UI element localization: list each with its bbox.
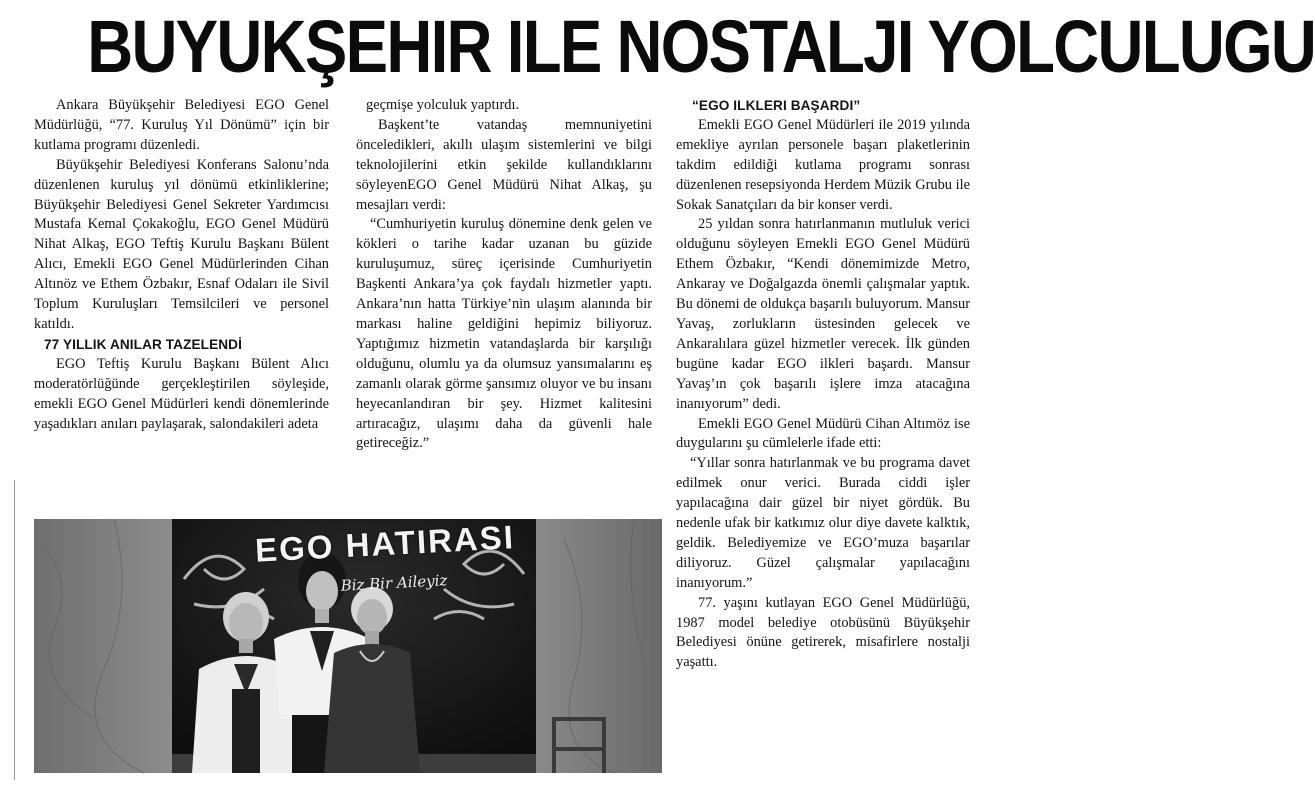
paragraph: geçmişe yolculuk yaptırdı. (366, 97, 520, 113)
event-photo (34, 519, 662, 773)
subheading: “EGO ILKLERI BAŞARDI” (692, 98, 861, 113)
subheading: 77 YILLIK ANILAR TAZELENDİ (44, 336, 242, 352)
page-edge-rule (14, 480, 15, 780)
headline: BUYUKŞEHIR ILE NOSTALJI YOLCULUGU (87, 5, 1315, 88)
paragraph: EGO Teftiş Kurulu Başkanı Bülent Alıcı moderatörlüğünde gerçekleştirilen söyleşide, emekli EGO Genel Müdürleri kendi dönemlerinde yaşadıkları anıları paylaşarak, salondakileri adeta (34, 355, 329, 432)
paragraph: Başkent’te vatandaş memnuniyetini önceledikleri, akıllı ulaşım sistemlerini ve bilgi teknolojilerini etkin şekilde kullandıklarını söyleyenEGO Genel Müdürü Nihat Alkaş, şu mesajları verdi: (356, 116, 652, 213)
banner-subtitle: Biz Bir Aileyiz (340, 571, 448, 595)
article-column-1 (34, 96, 329, 434)
article-column-2 (356, 96, 652, 454)
quote-paragraph: “Yıllar sonra hatırlanmak ve bu programa davet edilmek onur verici. Burada ciddi işler yapılacağına dair güzel bir niyet gördük. Bu nedenle ufak bir katkımız olur diye davete kalktık, geldik. Belediyemize ve EGO’muza başarılar diliyoruz. Güzel çalışmalar yapılacağını inanıyorum.” (676, 455, 970, 591)
banner-title: EGO HATIRASI (254, 518, 516, 569)
article-column-3 (676, 96, 970, 673)
paragraph: Büyükşehir Belediyesi Konferans Salonu’nda düzenlenen kuruluş yıl dönümü etkinliklerine; Büyükşehir Belediyesi Genel Sekreter Yardımcısı Mustafa Kemal Çokakoğlu, EGO Genel Müdürü Nihat Alkaş, EGO Teftiş Kurulu Başkanı Bülent Alıcı, Emekli EGO Genel Müdürlerinden Cihan Altınöz ve Ethem Özbakır, Esnaf Odaları ile Sivil Toplum Kuruluşları Temsilcileri ve personel katıldı. (34, 156, 329, 332)
paragraph: Emekli EGO Genel Müdürleri ile 2019 yılında emekliye ayrılan personele başarı plaketlerinin takdim edildiği kutlama programı sonrası düzenlenen resepsiyonda Herdem Müzik Grubu ile Sokak Sanatçıları da bir konser verdi. (676, 116, 970, 213)
paragraph: 77. yaşını kutlayan EGO Genel Müdürlüğü, 1987 model belediye otobüsünü Büyükşehir Belediyesi önüne getirerek, misafirlere nostalji yaşattı. (676, 594, 970, 671)
paragraph: 25 yıldan sonra hatırlanmanın mutluluk verici olduğunu söyleyen Emekli EGO Genel Müdürü Ethem Özbakır, “Kendi dönemimizde Metro, Ankaray ve Doğalgazda önemli çalışmalar yaptık. Bu dönemi de oldukça başarılı buluyorum. Mansur Yavaş, zorlukların üstesinden gelecek ve Ankaralılara güzel hizmetler verecek. İlk günden bugüne kadar EGO ilkleri başardı. Mansur Yavaş’ın çok başarılı işlere imza atacağına inanıyorum” dedi. (676, 216, 970, 412)
paragraph: Emekli EGO Genel Müdürü Cihan Altımöz ise duygularını şu cümlelerle ifade etti: (676, 415, 970, 452)
paragraph: Ankara Büyükşehir Belediyesi EGO Genel Müdürlüğü, “77. Kuruluş Yıl Dönümü” için bir kutlama programı düzenledi. (34, 97, 329, 153)
quote-paragraph: “Cumhuriyetin kuruluş dönemine denk gelen ve kökleri o tarihe kadar uzanan bu güzide kuruluşumuz, süreç içerisinde Cumhuriyetin Başkenti Ankara’ya çok faydalı hizmetler yaptı. Ankara’nın hatta Türkiye’nin ulaşım alanında bir markası haline geldiğini hepimiz biliyoruz. Yaptığımız hizmetin vatandaşlarda bir karşılığı olduğunu, olumlu ya da olumsuz yansımalarını eş zamanlı olarak görme şansımız oluyor ve bu insanı heyecanlandıran bir şey. Hizmet kalitesini artıracağız, ulaşımı daha da güvenli hale getireceğiz.” (356, 216, 652, 452)
